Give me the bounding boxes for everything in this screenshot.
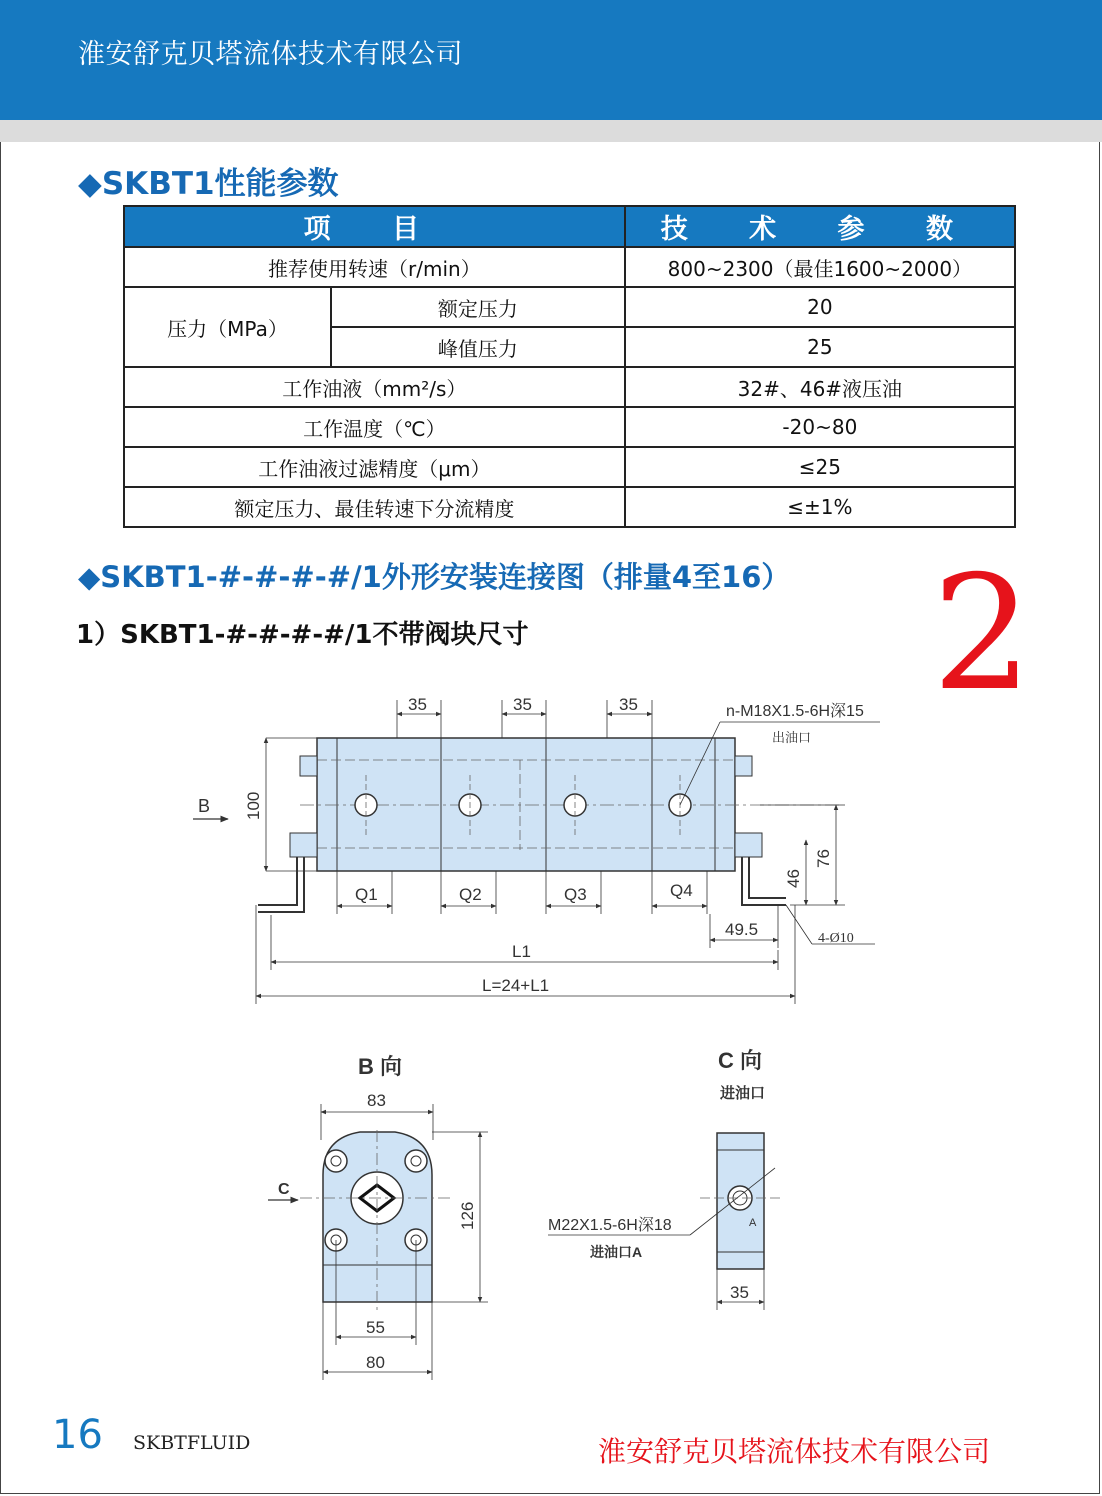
row-sub-label: 峰值压力 bbox=[331, 327, 625, 367]
dim-35-a: 35 bbox=[408, 695, 427, 714]
holes-spec: 4-Ø10 bbox=[818, 931, 854, 946]
inlet-title: 进油口 bbox=[720, 1085, 766, 1102]
subsection-title: 1）SKBT1-#-#-#-#/1不带阀块尺寸 bbox=[76, 620, 529, 650]
view-c-title: C 向 bbox=[718, 1048, 763, 1073]
dim-126: 126 bbox=[458, 1201, 477, 1230]
dim-46: 46 bbox=[784, 869, 803, 888]
row-label: 工作油液过滤精度（μm） bbox=[124, 447, 625, 487]
q4-label: Q4 bbox=[670, 881, 693, 900]
page-mark-number: 2 bbox=[932, 542, 1033, 726]
view-b-title: B 向 bbox=[358, 1054, 403, 1079]
table-header-params: 技 术 参 数 bbox=[625, 206, 1015, 247]
dim-l-total: L=24+L1 bbox=[482, 976, 550, 995]
inlet-spec: M22X1.5-6H深18 bbox=[548, 1217, 672, 1234]
dim-49-5: 49.5 bbox=[725, 920, 759, 939]
row-sub-label: 额定压力 bbox=[331, 287, 625, 327]
row-value: 32#、46#液压油 bbox=[625, 367, 1015, 407]
view-b bbox=[268, 1054, 488, 1380]
row-value: ≤25 bbox=[625, 447, 1015, 487]
q3-label: Q3 bbox=[564, 885, 587, 904]
row-value: 800~2300（最佳1600~2000） bbox=[625, 247, 1015, 287]
inlet-label: 进油口A bbox=[590, 1244, 643, 1260]
row-label: 工作油液（mm²/s） bbox=[124, 367, 625, 407]
outlet-spec: n-M18X1.5-6H深15 bbox=[726, 703, 864, 720]
dim-35-b: 35 bbox=[513, 695, 532, 714]
header-company-name: 淮安舒克贝塔流体技术有限公司 bbox=[78, 39, 463, 70]
dim-76: 76 bbox=[814, 849, 833, 868]
row-value: 25 bbox=[625, 327, 1015, 367]
row-label: 额定压力、最佳转速下分流精度 bbox=[124, 487, 625, 527]
row-value: ≤±1% bbox=[625, 487, 1015, 527]
footer-brand: SKBTFLUID bbox=[133, 1432, 251, 1454]
footer-company-name: 淮安舒克贝塔流体技术有限公司 bbox=[598, 1435, 991, 1468]
dim-55: 55 bbox=[366, 1318, 385, 1337]
row-label: 推荐使用转速（r/min） bbox=[124, 247, 625, 287]
row-label: 工作温度（℃） bbox=[124, 407, 625, 447]
port-a-mark: A bbox=[749, 1217, 757, 1229]
table-header-item: 项 目 bbox=[124, 206, 625, 247]
section-title-drawing: ◆SKBT1-#-#-#-#/1外形安装连接图（排量4至16） bbox=[78, 560, 791, 594]
dim-35-c: 35 bbox=[619, 695, 638, 714]
row-value: -20~80 bbox=[625, 407, 1015, 447]
dim-l1: L1 bbox=[512, 942, 531, 961]
view-b-arrow-label: B bbox=[198, 796, 211, 816]
q1-label: Q1 bbox=[355, 885, 378, 904]
dim-80: 80 bbox=[366, 1353, 385, 1372]
row-value: 20 bbox=[625, 287, 1015, 327]
dim-83: 83 bbox=[367, 1091, 386, 1110]
view-c-arrow-label: C bbox=[278, 1181, 290, 1198]
section-title-performance: ◆SKBT1性能参数 bbox=[78, 166, 339, 202]
front-view bbox=[193, 695, 880, 1004]
outlet-label: 出油口 bbox=[772, 730, 812, 745]
view-c bbox=[548, 1048, 780, 1310]
footer-page-number: 16 bbox=[52, 1412, 103, 1458]
row-group-label: 压力（MPa） bbox=[124, 287, 331, 367]
dim-c35: 35 bbox=[730, 1283, 749, 1302]
dim-100: 100 bbox=[244, 791, 263, 820]
q2-label: Q2 bbox=[459, 885, 482, 904]
